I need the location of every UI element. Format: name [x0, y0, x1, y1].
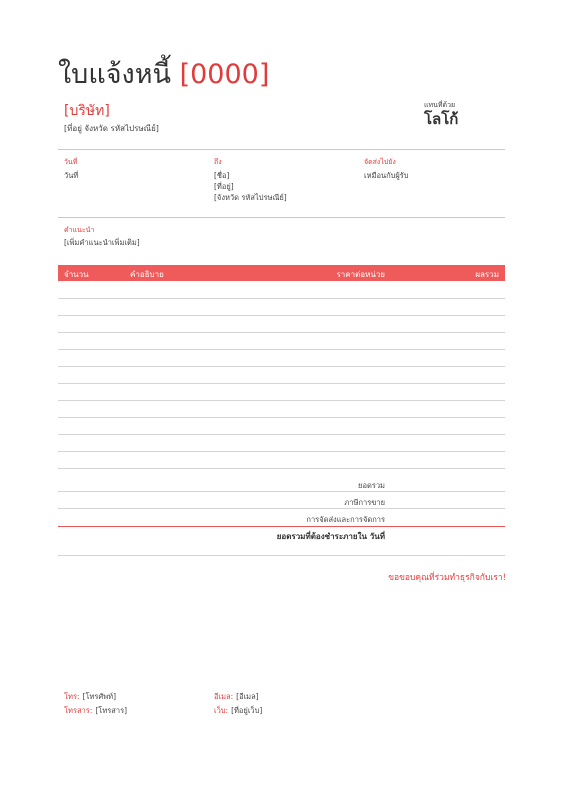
divider	[58, 217, 505, 218]
to-label: ถึง	[214, 158, 222, 166]
table-header	[58, 265, 505, 281]
phone-value: [โทรศัพท์]	[82, 692, 117, 701]
table-row	[58, 332, 505, 333]
invoice-title	[58, 52, 269, 95]
col-total: ผลรวม	[475, 270, 499, 279]
total-divider	[58, 526, 505, 527]
date-label: วันที่	[64, 158, 78, 166]
to-name: [ชื่อ]	[214, 171, 230, 180]
table-row	[58, 508, 505, 509]
subtotal-label: ยอดรวม	[358, 481, 385, 490]
date-value: วันที่	[64, 171, 79, 180]
shipping-label: การจัดส่งและการจัดการ	[306, 515, 385, 524]
instructions-value: [เพิ่มคำแนะนำเพิ่มเติม]	[64, 238, 140, 247]
table-row	[58, 491, 505, 492]
email-label: อีเมล:	[214, 692, 234, 701]
table-row	[58, 434, 505, 435]
instructions-label: คำแนะนำ	[64, 226, 95, 234]
total-due-label: ยอดรวมที่ต้องชำระภายใน วันที่	[276, 532, 385, 541]
ship-to-value: เหมือนกับผู้รับ	[364, 171, 409, 180]
col-unit-price: ราคาต่อหน่วย	[336, 270, 385, 279]
email-value: [อีเมล]	[236, 692, 259, 701]
thank-you-message: ขอขอบคุณที่ร่วมทำธุรกิจกับเรา!	[388, 573, 506, 583]
company-name: [บริษัท]	[64, 103, 110, 119]
table-row	[58, 383, 505, 384]
phone-label: โทร:	[64, 692, 80, 701]
table-row	[58, 366, 505, 367]
web-label: เว็บ:	[214, 706, 229, 715]
table-row	[58, 417, 505, 418]
divider	[58, 149, 505, 150]
footer-phone	[64, 691, 116, 703]
table-row	[58, 400, 505, 401]
table-row	[58, 298, 505, 299]
logo-caption: แทนที่ด้วย	[424, 101, 456, 109]
table-row	[58, 315, 505, 316]
tax-label: ภาษีการขาย	[344, 498, 385, 507]
table-row	[58, 451, 505, 452]
table-row	[58, 555, 505, 556]
col-description: คำอธิบาย	[130, 270, 164, 279]
web-value: [ที่อยู่เว็บ]	[231, 706, 263, 715]
ship-to-label: จัดส่งไปยัง	[364, 158, 396, 166]
to-city: [จังหวัด รหัสไปรษณีย์]	[214, 193, 287, 202]
footer-web	[214, 705, 262, 717]
to-address: [ที่อยู่]	[214, 182, 234, 191]
invoice-number: [0000]	[179, 59, 270, 90]
logo-placeholder: โลโก้	[424, 110, 459, 128]
fax-label: โทรสาร:	[64, 706, 93, 715]
table-row	[58, 468, 505, 469]
footer-email	[214, 691, 259, 703]
fax-value: [โทรสาร]	[95, 706, 128, 715]
col-quantity: จำนวน	[64, 270, 89, 279]
table-row	[58, 349, 505, 350]
title-text: ใบแจ้งหนี้	[58, 59, 171, 90]
company-address: [ที่อยู่ จังหวัด รหัสไปรษณีย์]	[64, 124, 159, 133]
footer-fax	[64, 705, 127, 717]
